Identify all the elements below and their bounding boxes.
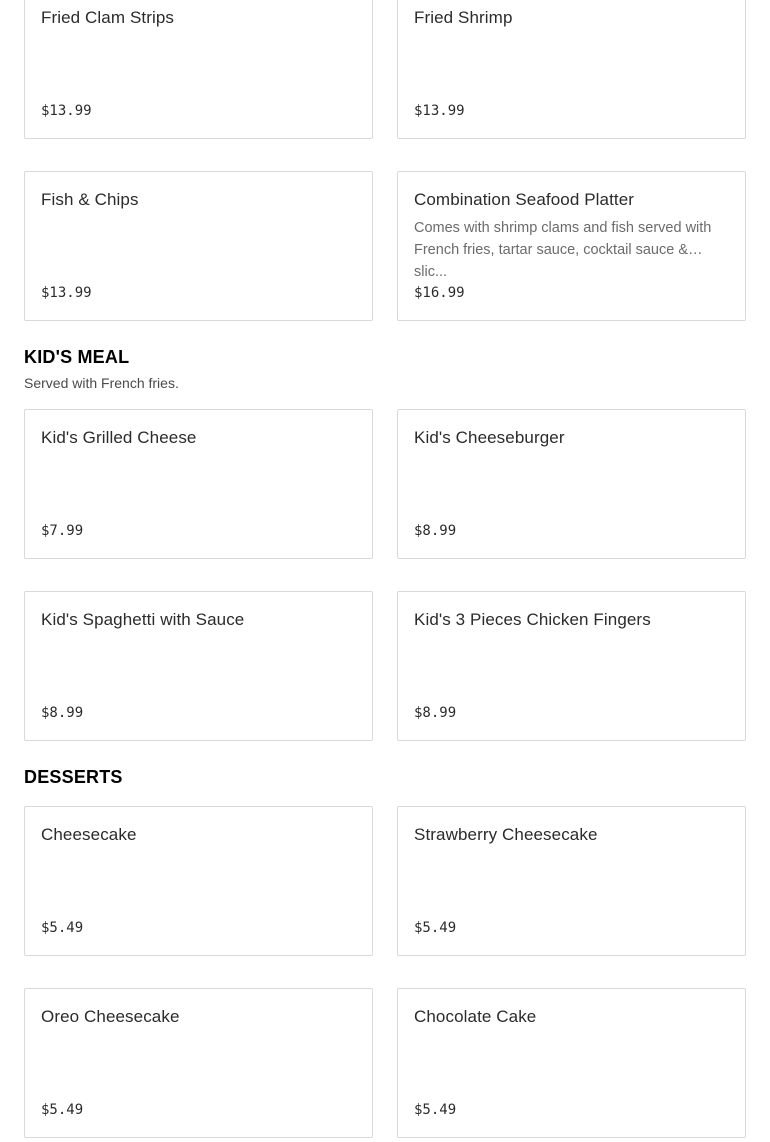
menu-item-card[interactable] [397, 171, 746, 321]
menu-item-price: $7.99 [41, 523, 84, 539]
menu-item-name: Kid's 3 Pieces Chicken Fingers [414, 610, 651, 629]
menu-item-card[interactable] [24, 171, 373, 321]
menu-item-name: Strawberry Cheesecake [414, 825, 598, 844]
menu-item-name: Kid's Cheeseburger [414, 428, 565, 447]
section-title: KID'S MEAL [24, 347, 130, 367]
menu-item-name: Kid's Spaghetti with Sauce [41, 610, 245, 629]
menu-item-price: $5.49 [414, 1102, 457, 1118]
section-desserts [24, 766, 746, 788]
menu-item-name: Cheesecake [41, 825, 137, 844]
menu-item-price: $16.99 [414, 285, 465, 301]
menu-item-name: Fried Clam Strips [41, 8, 175, 27]
menu-item-price: $8.99 [41, 705, 84, 721]
menu-item-price: $8.99 [414, 705, 457, 721]
menu-item-price: $5.49 [41, 920, 84, 936]
menu-item-card[interactable] [24, 591, 373, 741]
menu-item-card[interactable] [397, 806, 746, 956]
section-subtitle: Served with French fries. [24, 375, 179, 391]
menu-item-card[interactable] [24, 0, 373, 139]
section-kids-meal [24, 346, 746, 392]
menu-item-name: Chocolate Cake [414, 1007, 537, 1026]
menu-item-card[interactable] [24, 988, 373, 1138]
menu-page [24, 0, 746, 1138]
menu-item-card[interactable] [397, 409, 746, 559]
menu-item-card[interactable] [397, 0, 746, 139]
menu-item-price: $13.99 [41, 103, 92, 119]
menu-items-grid [24, 0, 746, 321]
menu-item-price: $13.99 [414, 103, 465, 119]
menu-item-name: Combination Seafood Platter [414, 190, 635, 209]
menu-item-price: $5.49 [41, 1102, 84, 1118]
menu-item-name: Fish & Chips [41, 190, 139, 209]
menu-item-price: $13.99 [41, 285, 92, 301]
menu-item-price: $8.99 [414, 523, 457, 539]
menu-item-card[interactable] [24, 806, 373, 956]
menu-item-name: Oreo Cheesecake [41, 1007, 180, 1026]
menu-item-card[interactable] [24, 409, 373, 559]
menu-item-name: Kid's Grilled Cheese [41, 428, 197, 447]
menu-items-grid [24, 806, 746, 1138]
menu-items-grid [24, 409, 746, 741]
menu-item-price: $5.49 [414, 920, 457, 936]
menu-item-description: Comes with shrimp clams and fish served with French fries, tartar sauce, cocktail sauce & slic... [414, 220, 712, 280]
menu-item-card[interactable] [397, 988, 746, 1138]
section-title: DESSERTS [24, 767, 123, 787]
menu-item-card[interactable] [397, 591, 746, 741]
menu-item-name: Fried Shrimp [414, 8, 513, 27]
